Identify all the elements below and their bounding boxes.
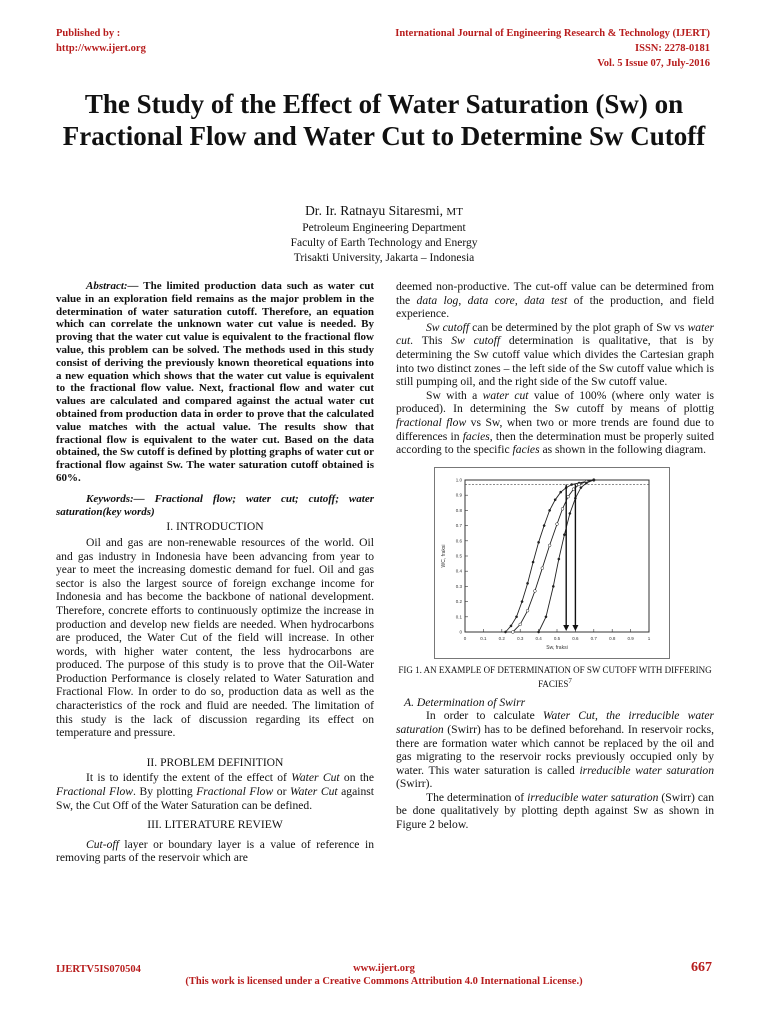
data-point xyxy=(548,544,551,547)
text-run: , then the determination must be properly suited according to the specific xyxy=(396,429,714,457)
x-tick-label: 0.7 xyxy=(590,635,597,641)
text-run: as shown in the following diagram. xyxy=(539,443,707,457)
author-name-text: Dr. Ir. Ratnayu Sitaresmi, xyxy=(305,203,444,218)
sw-cutoff-chart xyxy=(435,468,669,658)
data-point xyxy=(538,541,540,543)
introduction-paragraph: Oil and gas are non-renewable resources of the world. Oil and gas industry in Indonesia have been advancing from year to year to meet the increasing domestic demand for fuel. Oil and gas sector is also the largest source of foreign exchange income for Indonesia and has become the backbone of national development. Therefore, concrete efforts to continuously optimize the increase in production and develop new fields are needed. When hydrocarbons are produced, the Water Cut of the field will increase. In other words, with higher water content, the less hydrocarbons are produced. The purpose of this study is to prove that the Oil-Water Production Performance is closely related to Water Saturation and Fractional Flow. In order to do so, production data as well as the characteristics of the rock and fluid are needed. The limitation of this study is the lack of discussion regarding its effect on temperature and pressure. xyxy=(56,535,374,740)
swirr-method-paragraph xyxy=(396,791,714,832)
data-point xyxy=(571,483,573,485)
data-point xyxy=(563,533,565,535)
abstract-label: Abstract:— xyxy=(86,280,139,292)
y-tick-label: 1.0 xyxy=(455,477,462,483)
data-point xyxy=(534,589,537,592)
text-run: (Swirr) can be done qualitatively by plotting depth against Sw as shown in Figure 2 below. xyxy=(396,790,714,832)
data-point xyxy=(521,600,523,602)
italic-run: data log xyxy=(416,293,459,307)
issn: ISSN: 2278-0181 xyxy=(635,43,710,54)
y-tick-label: 0.8 xyxy=(455,507,462,513)
data-point xyxy=(510,625,512,627)
left-column xyxy=(56,280,374,865)
publisher-block xyxy=(56,26,146,56)
data-point xyxy=(543,524,545,526)
data-point xyxy=(561,507,564,510)
data-point xyxy=(569,512,571,514)
data-point xyxy=(545,615,547,617)
right-column xyxy=(396,280,714,832)
data-point xyxy=(526,609,529,612)
data-point xyxy=(572,487,575,490)
x-tick-label: 0.4 xyxy=(535,635,542,641)
italic-run: water cut xyxy=(482,388,529,402)
y-tick-label: 0.4 xyxy=(455,568,462,574)
text-run: In order to calculate xyxy=(426,709,543,723)
italic-run: water cut xyxy=(396,320,714,348)
affiliation-university: Trisakti University, Jakarta – Indonesia xyxy=(293,252,475,264)
published-by: Published by : xyxy=(56,28,121,39)
italic-run: irreducible water saturation xyxy=(579,763,715,777)
text-run: (Swirr). xyxy=(396,777,433,791)
italic-run: fractional flow xyxy=(396,415,467,429)
data-point xyxy=(556,522,559,525)
y-tick-label: 0.1 xyxy=(455,614,462,620)
page-header xyxy=(56,26,710,78)
affiliation-dept: Petroleum Engineering Department xyxy=(302,222,466,234)
text-run: . This xyxy=(410,334,452,348)
text-run: on the xyxy=(339,771,374,785)
text-run: determination is qualitative, that is by determining the Sw cutoff value which divides the Cartesian graph into two distinct zones – the left side of the Sw cutoff value which is still pumping oil, and the right side of the Sw cutoff value. xyxy=(396,334,714,389)
italic-run: Water Cut xyxy=(291,771,340,785)
data-point xyxy=(526,582,528,584)
y-tick-label: 0.6 xyxy=(455,538,462,544)
x-tick-label: 0.6 xyxy=(572,635,579,641)
x-tick-label: 0.5 xyxy=(553,635,561,641)
text-run: of the production, and field experience. xyxy=(396,293,715,321)
text-run: layer or boundary layer is a value of reference in removing parts of the reservoir which are xyxy=(56,837,374,865)
text-run: value of 100% (where only water is produced). In determining the Sw cutoff by means of plottig xyxy=(396,388,714,416)
italic-run: Sw cutoff xyxy=(451,334,501,348)
italic-run: Fractional Flow xyxy=(56,785,133,799)
plot-frame xyxy=(465,480,649,632)
italic-run: data core xyxy=(467,293,515,307)
section-literature-heading: III. LITERATURE REVIEW xyxy=(147,818,283,832)
paper-code: IJERTV5IS070504 xyxy=(56,964,141,975)
y-axis-label: WC, fraksi xyxy=(441,544,447,568)
y-tick-label: 0.3 xyxy=(455,583,462,589)
license-notice: (This work is licensed under a Creative Commons Attribution 4.0 International License.) xyxy=(185,976,583,987)
data-point xyxy=(558,558,560,560)
data-point xyxy=(560,491,562,493)
italic-run: facies xyxy=(462,429,490,443)
journal-block xyxy=(395,26,710,71)
figure-1 xyxy=(434,467,670,659)
italic-run: Water Cut, the irreducible water saturation xyxy=(396,709,714,736)
data-point xyxy=(538,631,540,633)
journal-name: International Journal of Engineering Research & Technology (IJERT) xyxy=(395,28,710,39)
x-tick-label: 0.9 xyxy=(627,635,634,641)
x-tick-label: 0.8 xyxy=(609,635,616,641)
publisher-url[interactable]: http://www.ijert.org xyxy=(56,43,146,54)
data-point xyxy=(554,498,556,500)
footer-url[interactable]: www.ijert.org xyxy=(353,963,415,974)
page-number: 667 xyxy=(691,960,712,975)
y-tick-label: 0.7 xyxy=(455,522,462,528)
caption-ref: 7 xyxy=(568,676,572,685)
y-tick-label: 0.2 xyxy=(455,598,462,604)
italic-run: irreducible water saturation xyxy=(527,790,659,804)
abstract-text: The limited production data such as water cut value in an exploration field remains as the major problem in the determination of water saturation cutoff. Therefore, an equation which can correlate the unknown water cut value is needed. By proving that the water cut value is equivalent to the fractional flow value, this problem can be solved. The methods used in this study consist of deriving the previously known theoretical equations into a new equation which shows that the water cut value is equivalent to the fractional flow value. Next, fractional flow and water cut values are calculated and compared against the actual water cut obtained from production data in order to prove that the calculated value matches with the actual value. The results show that fractional flow is equivalent to the water cut. Based on the data obtained, the Sw cutoff is defined by plotting graphs of water cut or fractional flow against Sw. The water saturation cutoff obtained is 60%. xyxy=(56,280,374,484)
x-tick-label: 0.2 xyxy=(498,635,505,641)
x-tick-label: 0.3 xyxy=(517,635,524,641)
swirr-paragraph xyxy=(396,709,714,791)
text-run: can be determined by the plot graph of Sw vs xyxy=(469,320,688,334)
text-run: or xyxy=(273,785,290,799)
sw-cutoff-paragraph xyxy=(396,321,714,389)
text-run: vs Sw, when two or more trends are found due to differences in xyxy=(396,415,714,443)
italic-run: facies xyxy=(512,443,540,457)
author-block xyxy=(100,202,668,266)
text-run: (Swirr) has to be defined beforehand. In reservoir rocks, there are formation water which cannot be replaced by the oil and gas migrating to the reservoir rocks previously occupied only by water. This water saturation is called xyxy=(396,722,714,777)
footer-center xyxy=(56,962,712,988)
y-tick-label: 0 xyxy=(459,629,462,635)
cutoff-arrow-head xyxy=(563,625,569,631)
series-line xyxy=(506,480,594,632)
text-run: deemed non-productive. The cut-off value can be determined from the xyxy=(396,280,714,307)
data-point xyxy=(511,630,514,633)
data-point xyxy=(549,509,551,511)
water-cut-paragraph xyxy=(396,389,714,457)
text-run: Sw with a xyxy=(426,388,483,402)
section-introduction-heading: I. INTRODUCTION xyxy=(166,520,264,534)
data-point xyxy=(585,482,587,484)
data-point xyxy=(567,495,570,498)
data-point xyxy=(593,479,595,481)
subsection-swirr-heading: A. Determination of Swirr xyxy=(404,695,526,709)
text-run: , xyxy=(514,293,525,307)
data-point xyxy=(578,483,581,486)
literature-paragraph xyxy=(56,838,374,865)
italic-run: Water Cut xyxy=(290,785,338,799)
abstract xyxy=(56,280,374,485)
figure-1-caption xyxy=(396,665,714,690)
x-tick-label: 0 xyxy=(463,635,467,641)
data-point xyxy=(515,615,517,617)
text-run: . By plotting xyxy=(133,785,197,799)
x-tick-label: 1 xyxy=(647,635,651,641)
data-point xyxy=(519,623,522,626)
paper-title: The Study of the Effect of Water Saturation (Sw) on Fractional Flow and Water Cut to Determine Sw Cutoff xyxy=(62,89,706,151)
x-tick-label: 0.1 xyxy=(480,635,487,641)
caption-text: FIG 1. AN EXAMPLE OF DETERMINATION OF SW CUTOFF WITH DIFFERING FACIES xyxy=(398,664,712,689)
section-problem-heading: II. PROBLEM DEFINITION xyxy=(146,755,284,769)
author-suffix: MT xyxy=(446,206,463,218)
x-axis-label: Sw, fraksi xyxy=(546,644,568,651)
problem-paragraph xyxy=(56,771,374,812)
y-tick-label: 0.5 xyxy=(455,553,462,559)
italic-run: Cut-off xyxy=(86,837,119,851)
author-name xyxy=(100,202,668,221)
italic-run: data test xyxy=(524,293,568,307)
italic-run: Fractional Flow xyxy=(196,785,274,799)
text-run: against Sw, the Cut Off of the Water Saturation can be defined. xyxy=(56,785,374,812)
italic-run: Sw cutoff xyxy=(426,320,470,334)
cutoff-arrow-head xyxy=(572,625,578,631)
data-point xyxy=(552,585,554,587)
data-point xyxy=(580,486,582,488)
keywords: Keywords:— Fractional flow; water cut; cutoff; water saturation(key words) xyxy=(56,492,374,518)
text-run: , xyxy=(458,293,468,307)
text-run: The determination of xyxy=(426,790,528,804)
data-point xyxy=(541,566,544,569)
text-run: It is to identify the extent of the effect of xyxy=(86,771,292,785)
data-point xyxy=(532,561,534,563)
y-tick-label: 0.9 xyxy=(455,492,462,498)
affiliation-faculty: Faculty of Earth Technology and Energy xyxy=(290,237,478,249)
data-point xyxy=(504,631,506,633)
cutoff-paragraph xyxy=(396,280,714,321)
volume: Vol. 5 Issue 07, July-2016 xyxy=(597,58,710,69)
